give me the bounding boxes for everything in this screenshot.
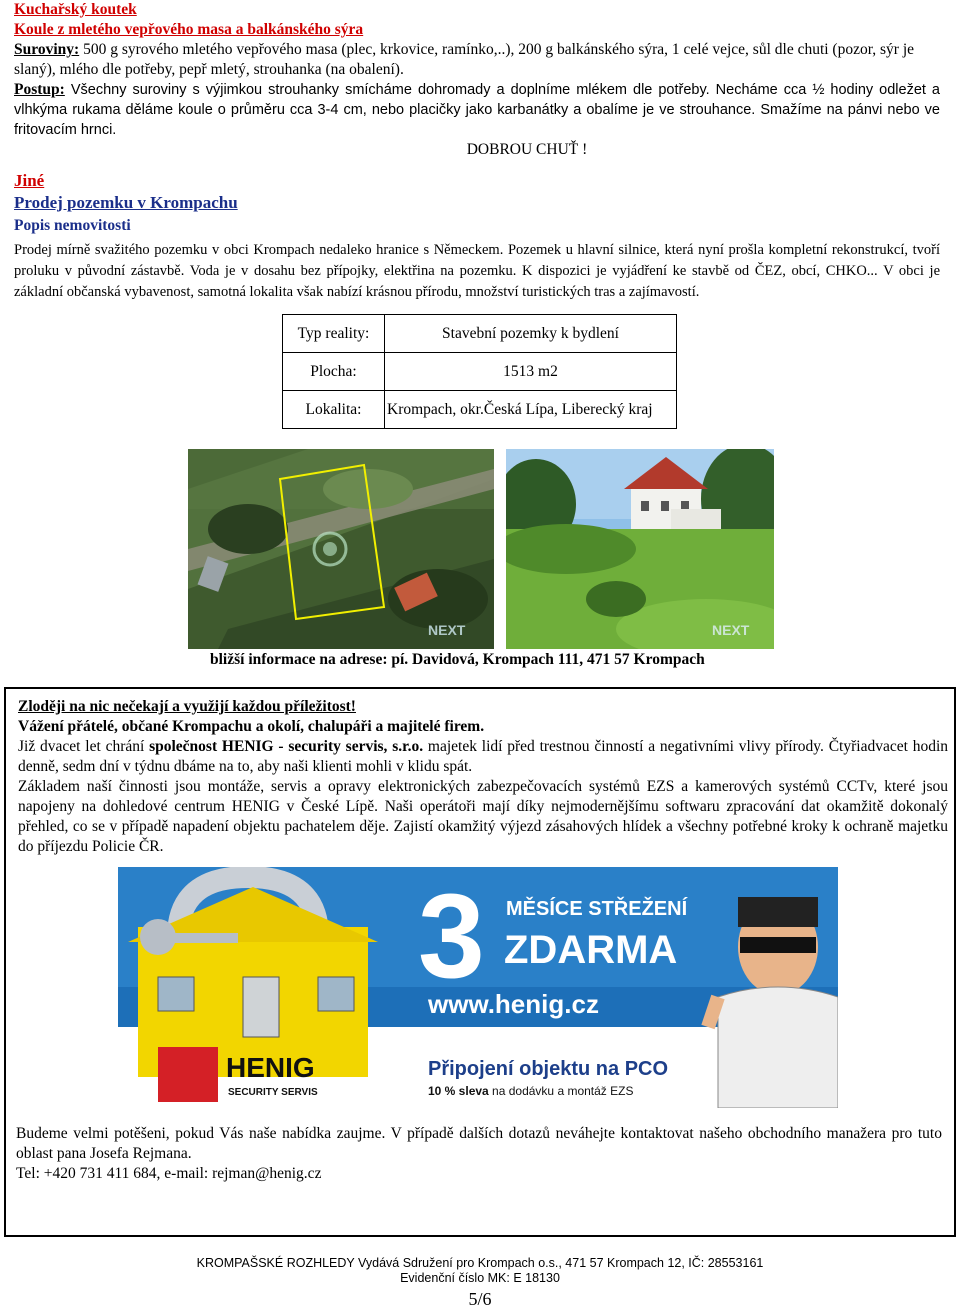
property-description: Prodej mírně svažitého pozemku v obci Krompach nedaleko hranice s Německem. Pozemek u hlavní silnice, která nyní prošla kompletní rekonstrukcí, tvoří proluku v původní zástavbě. Voda je v dosahu bez přípojky, elektřina na pozemku. K dispozici je vyjádření ke stavbě od ČEZ, obcí, CHKO... V obci je základní občanská vybavenost, samotná lokalita však nabízí krásnou přírodu, množství turistických tras a zajímavostí. xyxy=(14,242,940,300)
henig-para1 xyxy=(18,737,948,777)
henig-headline: Zloději na nic nečekají a využijí každou příležitost! xyxy=(18,698,356,715)
recipe-category: Kuchařský koutek xyxy=(14,1,137,18)
henig-closing xyxy=(16,1124,942,1184)
page-number: 5/6 xyxy=(468,1289,492,1309)
henig-banner xyxy=(118,867,838,1108)
aerial-photo xyxy=(188,449,494,649)
para1-end: majetek lidí před trestnou činností a negativními vlivy přírody. Čtyřiadvacet hodin denně, sedm dní v týdnu dbáme na to, aby naši klienti mohli v klidu spát. xyxy=(18,738,948,775)
para1-start: Již dvacet let chrání xyxy=(18,738,150,755)
other-category: Jiné xyxy=(14,171,45,190)
footer-line1: KROMPAŠSKÉ ROZHLEDY Vydává Sdružení pro Krompach o.s., 471 57 Krompach 12, IČ: 28553161 xyxy=(196,1256,764,1270)
table-value: 1513 m2 xyxy=(385,353,677,391)
recipe-section xyxy=(14,0,940,160)
banner-url: www.henig.cz xyxy=(428,989,599,1019)
closing-text: Budeme velmi potěšeni, pokud Vás naše nabídka zaujme. V případě dalších dotazů neváhejte kontaktovat našeho obchodního manažera pro tuto oblast pana Josefa Rejmana. xyxy=(16,1125,942,1162)
footer-line2: Evidenční číslo MK: E 18130 xyxy=(400,1271,560,1285)
table-row xyxy=(283,353,677,391)
ingredients-label: Suroviny: xyxy=(14,41,80,58)
henig-brand-sub: SECURITY SERVIS xyxy=(228,1087,318,1098)
table-row xyxy=(283,315,677,353)
banner-graphic xyxy=(118,867,838,1108)
henig-para2: Základem naší činnosti jsou montáže, servis a opravy elektronických zabezpečovacích systémů EZS a kamerových systémů CCTv, které jsou napojeny na dohledové centrum HENIG v České Lípě. Naši operátoři mají díky nejmodernějšímu softwaru zpracování dat okamžitě dokonalý přehled, co se v případě napadení objektu pachatelem děje. Zajistí okamžitý výjezd zásahových hlídek a všechny potřebné kroky k ochraně majetku do příjezdu Policie ČR. xyxy=(18,778,948,855)
property-description-heading: Popis nemovitosti xyxy=(14,217,131,234)
aerial-photo-image xyxy=(188,449,494,649)
henig-brand: HENIG xyxy=(226,1052,315,1083)
table-value: Stavební pozemky k bydlení xyxy=(385,315,677,353)
table-value: Krompach, okr.Česká Lípa, Liberecký kraj xyxy=(385,391,677,429)
table-key: Typ reality: xyxy=(283,315,385,353)
banner-discount: 10 % sleva na dodávku a montáž EZS xyxy=(428,1084,634,1098)
henig-text xyxy=(18,697,948,857)
land-sale-section xyxy=(14,171,940,303)
recipe-ingredients xyxy=(14,40,940,80)
banner-line1: MĚSÍCE STŘEŽENÍ xyxy=(506,898,688,920)
procedure-label: Postup: xyxy=(14,81,65,98)
company-name: společnost HENIG - security servis, s.r.o. xyxy=(149,738,424,755)
big-three: 3 xyxy=(418,869,485,1003)
house-photo xyxy=(506,449,774,649)
banner-line2: ZDARMA xyxy=(504,928,678,972)
table-key: Lokalita: xyxy=(283,391,385,429)
property-table xyxy=(282,314,677,429)
photo-watermark: NEXT xyxy=(712,622,750,638)
land-sale-title: Prodej pozemku v Krompachu xyxy=(14,193,238,212)
ingredients-text: 500 g syrového mletého vepřového masa (plec, krkovice, ramínko,..), 200 g balkánského sýra, 1 celé vejce, sůl dle chuti (pozor, sýr je slaný), mlého dle potřeby, pepř mletý, strouhanka (na obalení). xyxy=(14,41,915,78)
photo-watermark: NEXT xyxy=(428,622,466,638)
recipe-closing: DOBROU CHUŤ ! xyxy=(466,141,588,158)
closing-contact: Tel: +420 731 411 684, e-mail: rejman@henig.cz xyxy=(16,1165,322,1182)
procedure-text: Všechny suroviny s výjimkou strouhanky smícháme dohromady a doplníme mlékem dle potřeby. Necháme cca ½ hodiny odležet a vlhkýma rukama děláme koule o průměru cca 3-4 cm, nebo placičky jako karbanátky a obalíme je ve strouhance. Smažíme na pánvi nebo ve fritovacím hrnci. xyxy=(14,82,940,138)
table-row xyxy=(283,391,677,429)
recipe-procedure xyxy=(14,80,940,140)
banner-pco: Připojení objektu na PCO xyxy=(428,1058,669,1080)
footer xyxy=(0,1256,960,1311)
table-key: Plocha: xyxy=(283,353,385,391)
house-photo-image xyxy=(506,449,774,649)
henig-greeting: Vážení přátelé, občané Krompachu a okolí, chalupáři a majitelé firem. xyxy=(18,718,485,735)
contact-info: bližší informace na adrese: pí. Davidová, Krompach 111, 471 57 Krompach xyxy=(210,651,705,668)
recipe-title: Koule z mletého vepřového masa a balkánského sýra xyxy=(14,21,364,38)
